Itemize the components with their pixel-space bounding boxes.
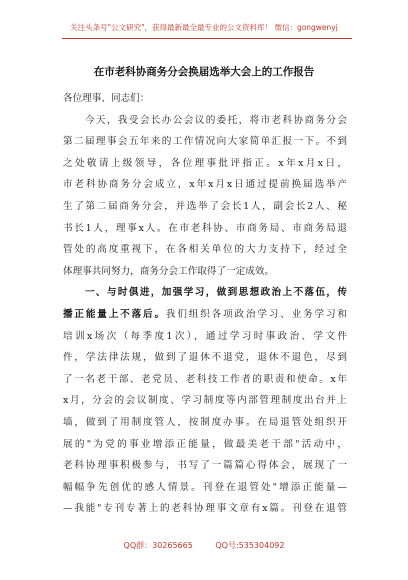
section-heading: 一、与时俱进，加强学习，做到思想政治上不落伍，传 bbox=[63, 287, 347, 299]
body-line bbox=[63, 261, 347, 283]
footer bbox=[0, 540, 408, 551]
body-text: 各位理事、同志们： bbox=[63, 93, 150, 104]
body-line bbox=[63, 369, 347, 391]
document-body bbox=[63, 88, 347, 520]
body-text: 体理事共同努力，商务分会工作取得了一定成效。 bbox=[63, 265, 275, 277]
body-text: 第二届理事会五年来的工作情况向大家简单汇报一下。不到 bbox=[63, 136, 347, 148]
body-text: 管处的高度重视下，在各相关单位的大力支持下，经过全 bbox=[63, 244, 347, 256]
body-text: 市老科协商务分会成立，x年x月x日通过提前换届选举产 bbox=[63, 179, 347, 191]
footer-qq-group: QQ群：30265665 bbox=[123, 541, 193, 550]
body-text: 墙，做到了用制度管人，按制度办事。在局退管处组织开 bbox=[63, 416, 347, 428]
body-text: 书长1人，理事x人。在市老科协、市商务局、市商务局退 bbox=[63, 222, 347, 234]
footer-qq-number: QQ号:535304092 bbox=[215, 541, 285, 550]
body-text: 我们组织各项政治学习、业务学习和 bbox=[165, 308, 347, 320]
body-text: 老科协理事积极参与，书写了一篇篇心得体会，展现了一 bbox=[63, 460, 347, 472]
header-banner: 关注头条号"公文研究"，获得最新最全最专业的公文资料库！ 微信：gongwenyj bbox=[70, 23, 338, 32]
body-line bbox=[63, 347, 347, 369]
body-line bbox=[63, 196, 347, 218]
body-text: 件，学法律法规，做到了退休不退党，退休不退色，尽到 bbox=[63, 352, 347, 364]
body-line bbox=[63, 412, 347, 434]
body-line bbox=[63, 498, 347, 520]
body-line bbox=[63, 282, 347, 304]
body-text: 之处敬请上级领导，各位理事批评指正。x年x月x日， bbox=[63, 157, 347, 169]
section-heading: 播正能量上不落后。 bbox=[63, 308, 166, 320]
body-line bbox=[63, 304, 347, 326]
body-text: 培训x场次（每季度1次），通过学习时事政治、学文件 bbox=[63, 330, 347, 342]
body-text: —我能"专刊专著上的老科协理事文章有x篇。刊登在退管 bbox=[63, 503, 347, 515]
body-text: 生了第二届商务分会，并选举了会长1人，副会长2人、秘 bbox=[63, 200, 347, 212]
body-text: 幅幅争先创优的感人情景。刊登在退管处"增添正能量— bbox=[63, 481, 347, 493]
body-line bbox=[63, 239, 347, 261]
body-text: 今天，我受会长办公会议的委托，将市老科协商务分会 bbox=[63, 114, 347, 126]
body-line bbox=[63, 153, 347, 175]
body-text: x月，分会的会议制度、学习制度等内部管理制度出台并上 bbox=[63, 395, 347, 407]
body-text: 展的"为党的事业增添正能量，做最美老干部"活动中， bbox=[63, 438, 347, 450]
document-title: 在市老科协商务分会换届选举大会上的工作报告 bbox=[93, 66, 315, 78]
body-line bbox=[63, 326, 347, 348]
body-line bbox=[63, 455, 347, 477]
body-line bbox=[63, 131, 347, 153]
body-line bbox=[63, 110, 347, 132]
body-line bbox=[63, 477, 347, 499]
body-line bbox=[63, 174, 347, 196]
body-line bbox=[63, 434, 347, 456]
header-divider bbox=[62, 38, 352, 39]
body-line bbox=[63, 88, 347, 110]
body-line bbox=[63, 390, 347, 412]
body-text: 了一名老干部、老党员、老科技工作者的职责和使命。x年 bbox=[63, 373, 347, 385]
body-line bbox=[63, 218, 347, 240]
